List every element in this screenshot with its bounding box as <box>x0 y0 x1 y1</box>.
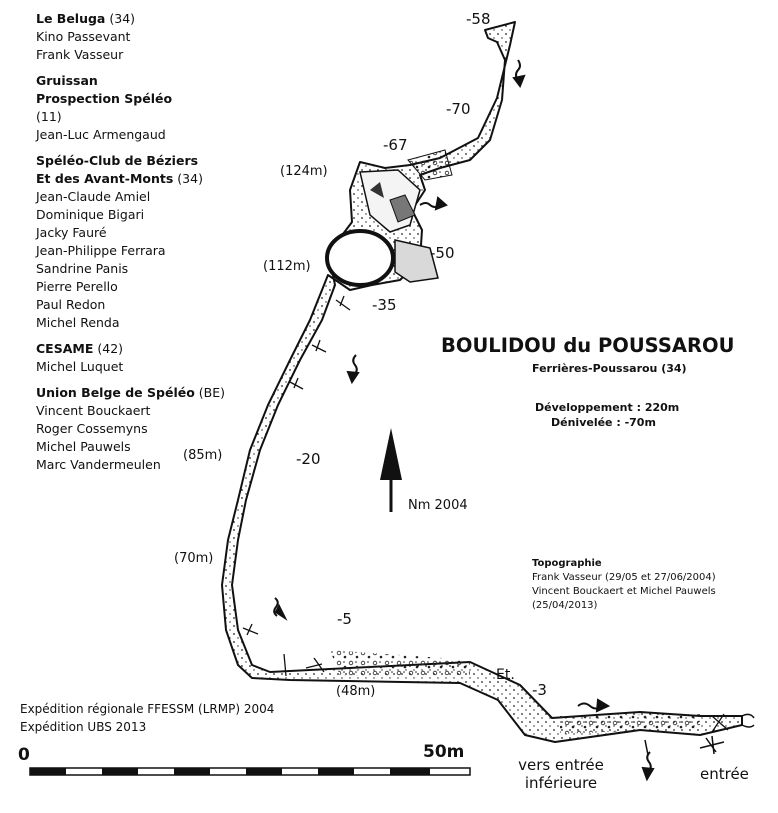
org-name: Le Beluga <box>36 11 106 26</box>
cave-stats <box>535 400 679 430</box>
scale-start-label: 0 <box>18 745 30 765</box>
lower-entrance-line: inférieure <box>524 774 598 792</box>
depth-label: -58 <box>466 10 491 28</box>
scale-bar <box>30 768 470 775</box>
depth-label: -5 <box>337 610 352 628</box>
development-stat: Développement : 220m <box>535 401 680 414</box>
survey-line: Frank Vasseur (29/05 et 27/06/2004) <box>532 572 716 583</box>
member-name: Sandrine Panis <box>36 261 129 276</box>
org-name: Gruissan Prospection Spéléo <box>36 73 173 106</box>
member-name: Jean-Luc Armengaud <box>36 127 166 142</box>
member-name: Vincent Bouckaert <box>36 403 151 418</box>
distance-label: (124m) <box>280 164 328 179</box>
member-name: Jacky Fauré <box>36 225 107 240</box>
expedition-list <box>20 700 274 736</box>
org-dept: (BE) <box>198 385 226 400</box>
org-name: Spéléo-Club de Béziers Et des Avant-Monts <box>36 153 199 186</box>
org-dept: (11) <box>36 109 62 124</box>
member-name: Michel Pauwels <box>36 439 131 454</box>
cave-passage <box>222 22 742 742</box>
lower-entrance-line: vers entrée <box>518 756 604 774</box>
north-arrow <box>380 428 402 512</box>
cave-title: BOULIDOU du POUSSAROU <box>441 334 735 357</box>
org-dept: (34) <box>109 11 136 26</box>
distance-label: (48m) <box>336 684 376 699</box>
member-name: Jean-Philippe Ferrara <box>36 243 166 258</box>
feature-label-et: Et. <box>496 667 515 683</box>
org-name: CESAME <box>36 341 94 356</box>
member-name: Frank Vasseur <box>36 47 124 62</box>
distance-label: (70m) <box>174 551 214 566</box>
entrance-label: entrée <box>700 765 749 783</box>
cave-chamber <box>327 150 452 285</box>
survey-credits <box>532 557 778 613</box>
member-name: Michel Renda <box>36 315 120 330</box>
cave-location: Ferrières-Poussarou (34) <box>532 362 687 375</box>
depth-label: -20 <box>296 450 321 468</box>
north-label: Nm 2004 <box>408 498 468 513</box>
member-name: Paul Redon <box>36 297 106 312</box>
member-name: Kino Passevant <box>36 29 131 44</box>
member-name: Roger Cossemyns <box>36 421 148 436</box>
scale-end-label: 50m <box>423 742 465 762</box>
survey-line: Vincent Bouckaert et Michel Pauwels (25/04/2013) <box>532 586 716 611</box>
member-name: Marc Vandermeulen <box>36 457 161 472</box>
depth-label: -70 <box>446 100 471 118</box>
depth-label: -3 <box>532 681 547 699</box>
org-dept: (34) <box>177 171 203 186</box>
depth-label: -50 <box>430 244 455 262</box>
depth-stat: Dénivelée : -70m <box>551 416 656 429</box>
distance-label: (85m) <box>183 448 223 463</box>
org-dept: (42) <box>97 341 124 356</box>
pebble-floor <box>330 650 470 676</box>
expedition-item: Expédition UBS 2013 <box>20 720 147 734</box>
member-name: Jean-Claude Amiel <box>36 189 151 204</box>
member-name: Michel Luquet <box>36 359 124 374</box>
depth-label: -35 <box>372 296 397 314</box>
member-name: Dominique Bigari <box>36 207 145 222</box>
depth-label: -67 <box>383 136 408 154</box>
expedition-item: Expédition régionale FFESSM (LRMP) 2004 <box>20 702 275 716</box>
member-name: Pierre Perello <box>36 279 118 294</box>
distance-label: (112m) <box>263 259 311 274</box>
org-name: Union Belge de Spéléo <box>36 385 195 400</box>
lower-entrance-label <box>506 756 616 792</box>
survey-heading: Topographie <box>532 558 602 569</box>
